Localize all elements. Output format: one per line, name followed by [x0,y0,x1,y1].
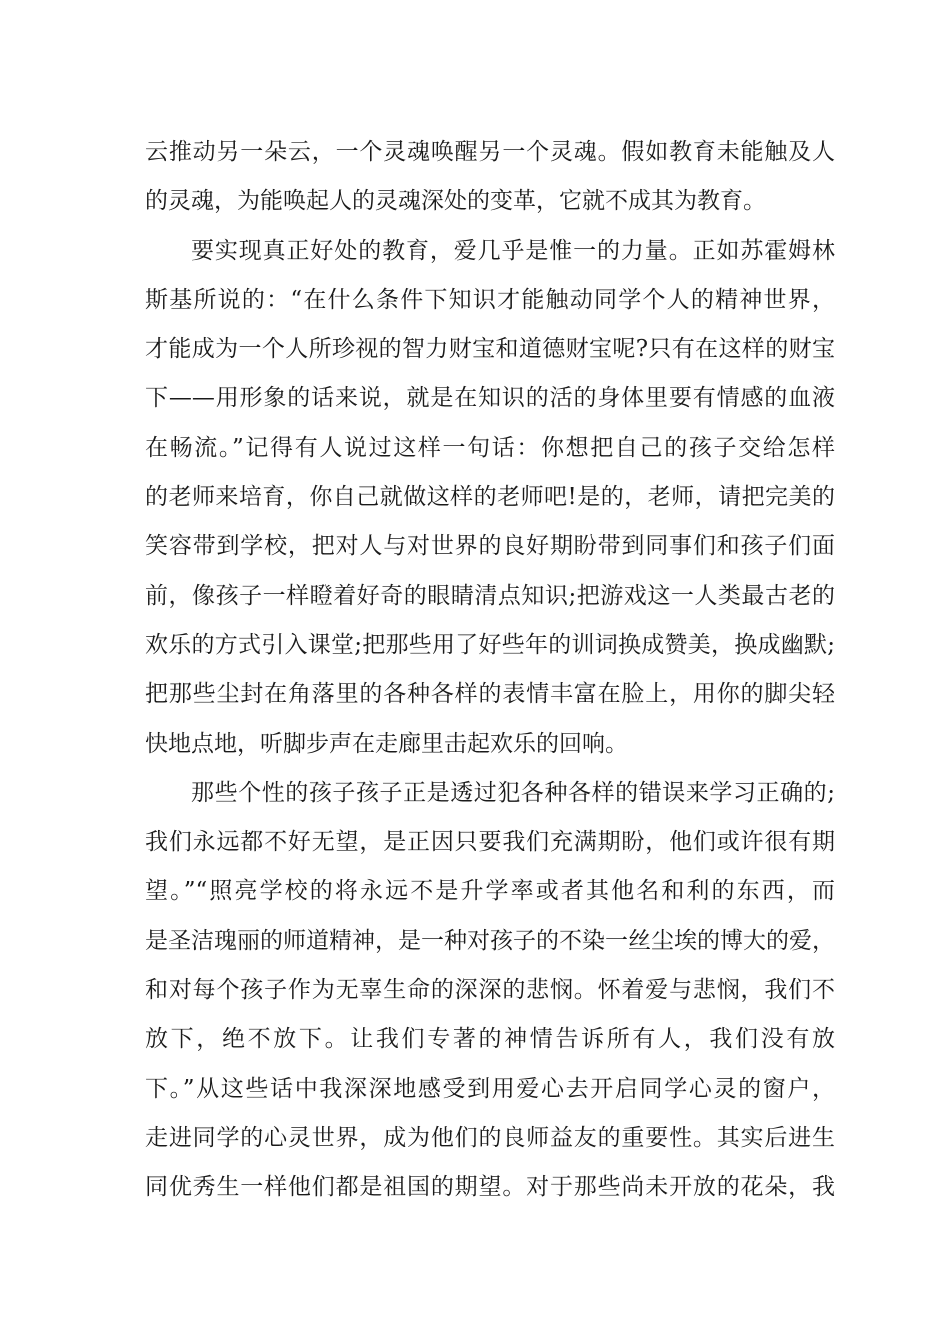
paragraph-2 [145,227,835,769]
document-body [145,128,835,1213]
text-line: 要实现真正好处的教育，爱几乎是惟一的力量。正如苏霍姆林 [191,237,835,264]
text-line: 我们永远都不好无望，是正因只要我们充满期盼，他们或许很有期 [145,829,835,856]
text-line: 把那些尘封在角落里的各种各样的表情丰富在脸上，用你的脚尖轻 [145,681,835,708]
text-line: 前，像孩子一样瞪着好奇的眼睛清点知识;把游戏这一人类最古老的 [145,582,835,609]
text-line: 望。”“照亮学校的将永远不是升学率或者其他名和利的东西，而 [145,878,835,905]
text-line: 云推动另一朵云，一个灵魂唤醒另一个灵魂。假如教育未能触及人 [145,139,835,165]
text-line: 在畅流。”记得有人说过这样一句话：你想把自己的孩子交给怎样 [145,434,835,461]
text-line: 是圣洁瑰丽的师道精神，是一种对孩子的不染一丝尘埃的博大的爱， [145,927,835,954]
text-line: 的老师来培育，你自己就做这样的老师吧!是的，老师，请把完美的 [145,484,835,511]
text-line: 那些个性的孩子孩子正是透过犯各种各样的错误来学习正确的; [191,779,835,806]
text-line: 的灵魂，为能唤起人的灵魂深处的变革，它就不成其为教育。 [145,188,766,215]
text-line: 下。”从这些话中我深深地感受到用爱心去开启同学心灵的窗户， [145,1075,835,1102]
text-line: 欢乐的方式引入课堂;把那些用了好些年的训词换成赞美，换成幽默; [145,631,835,658]
text-line: 走进同学的心灵世界，成为他们的良师益友的重要性。其实后进生 [145,1124,835,1151]
text-line: 下——用形象的话来说，就是在知识的活的身体里要有情感的血液 [145,385,835,412]
paragraph-1 [145,128,835,227]
text-line: 快地点地，听脚步声在走廊里击起欢乐的回响。 [145,730,628,757]
text-line: 笑容带到学校，把对人与对世界的良好期盼带到同事们和孩子们面 [145,533,835,560]
text-line: 放下，绝不放下。让我们专著的神情告诉所有人，我们没有放 [145,1026,835,1053]
text-line: 才能成为一个人所珍视的智力财宝和道德财宝呢?只有在这样的财宝 [145,336,835,363]
text-line: 同优秀生一样他们都是祖国的期望。对于那些尚未开放的花朵，我 [145,1174,835,1201]
text-line: 斯基所说的：“在什么条件下知识才能触动同学个人的精神世界， [145,286,835,313]
paragraph-3 [145,769,835,1213]
text-line: 和对每个孩子作为无辜生命的深深的悲悯。怀着爱与悲悯，我们不 [145,977,835,1004]
